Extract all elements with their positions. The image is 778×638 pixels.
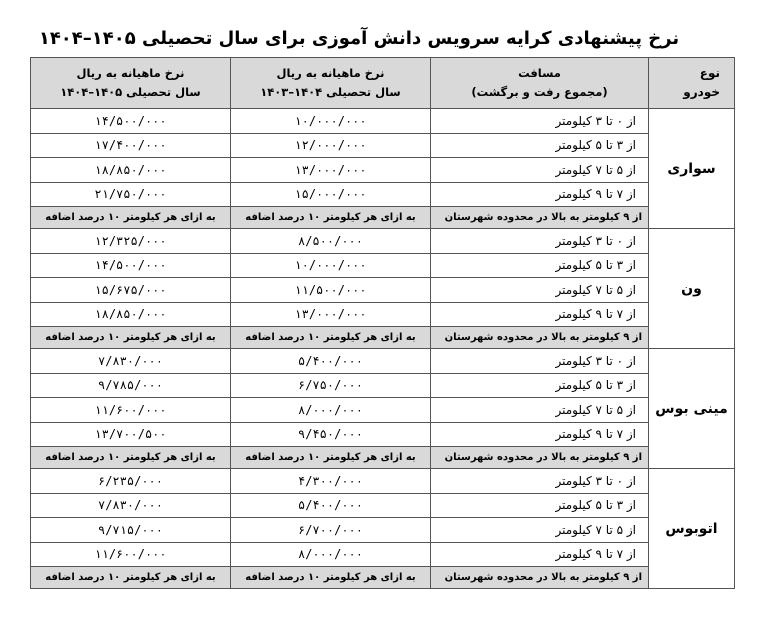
table-row [31, 542, 735, 567]
extra-rate-note: به ازای هر کیلومتر ۱۰ درصد اضافه [231, 567, 431, 589]
table-row [31, 493, 735, 518]
page-title: نرخ پیشنهادی کرایه سرویس دانش آموزی برای سال تحصیلی ۱۴۰۵–۱۴۰۴ [38, 28, 680, 49]
table-row [31, 158, 735, 183]
rate-1404-cell: ۹/۷۸۵/۰۰۰ [31, 373, 231, 398]
rate-1404-cell: ۱۷/۴۰۰/۰۰۰ [31, 133, 231, 158]
rate-1403-cell: ۸/۰۰۰/۰۰۰ [231, 398, 431, 423]
rate-1404-cell: ۱۱/۶۰۰/۰۰۰ [31, 398, 231, 423]
rate-1404-cell: ۶/۲۳۵/۰۰۰ [31, 469, 231, 494]
vehicle-type-cell: اتوبوس [649, 469, 735, 589]
table-row [31, 518, 735, 543]
extra-rate-note: به ازای هر کیلومتر ۱۰ درصد اضافه [231, 207, 431, 229]
distance-cell: از ۵ تا ۷ کیلومتر [431, 518, 649, 543]
distance-cell: از ۷ تا ۹ کیلومتر [431, 182, 649, 207]
fare-table [30, 57, 735, 589]
distance-cell: از ۰ تا ۳ کیلومتر [431, 109, 649, 134]
header-distance: مسافت (مجموع رفت و برگشت) [431, 58, 649, 109]
distance-cell: از ۰ تا ۳ کیلومتر [431, 229, 649, 254]
header-rate-1403: نرخ ماهیانه به ریال سال تحصیلی ۱۴۰۴–۱۴۰۳ [231, 58, 431, 109]
table-header-row [31, 58, 735, 109]
rate-1403-cell: ۱۰/۰۰۰/۰۰۰ [231, 109, 431, 134]
extra-rate-note: به ازای هر کیلومتر ۱۰ درصد اضافه [31, 207, 231, 229]
table-body [31, 109, 735, 589]
rate-1403-cell: ۱۲/۰۰۰/۰۰۰ [231, 133, 431, 158]
distance-cell: از ۵ تا ۷ کیلومتر [431, 398, 649, 423]
distance-cell: از ۰ تا ۳ کیلومتر [431, 349, 649, 374]
extra-rate-note: به ازای هر کیلومتر ۱۰ درصد اضافه [31, 327, 231, 349]
rate-1403-cell: ۹/۴۵۰/۰۰۰ [231, 422, 431, 447]
table-row [31, 422, 735, 447]
rate-1403-cell: ۴/۳۰۰/۰۰۰ [231, 469, 431, 494]
table-row [31, 229, 735, 254]
rate-1404-cell: ۲۱/۷۵۰/۰۰۰ [31, 182, 231, 207]
rate-1403-cell: ۸/۰۰۰/۰۰۰ [231, 542, 431, 567]
rate-1404-cell: ۱۵/۶۷۵/۰۰۰ [31, 278, 231, 303]
rate-1403-cell: ۵/۴۰۰/۰۰۰ [231, 349, 431, 374]
extra-distance-label: از ۹ کیلومتر به بالا در محدوده شهرستان [431, 447, 649, 469]
rate-1403-cell: ۶/۷۵۰/۰۰۰ [231, 373, 431, 398]
extra-distance-row [31, 447, 735, 469]
rate-1404-cell: ۱۲/۳۲۵/۰۰۰ [31, 229, 231, 254]
rate-1404-cell: ۱۱/۶۰۰/۰۰۰ [31, 542, 231, 567]
vehicle-type-cell: سواری [649, 109, 735, 229]
table-row [31, 349, 735, 374]
table-row [31, 133, 735, 158]
header-vehicle-type: نوع خودرو [649, 58, 735, 109]
rate-1403-cell: ۸/۵۰۰/۰۰۰ [231, 229, 431, 254]
distance-cell: از ۵ تا ۷ کیلومتر [431, 278, 649, 303]
distance-cell: از ۷ تا ۹ کیلومتر [431, 422, 649, 447]
table-row [31, 398, 735, 423]
extra-distance-label: از ۹ کیلومتر به بالا در محدوده شهرستان [431, 207, 649, 229]
distance-cell: از ۳ تا ۵ کیلومتر [431, 373, 649, 398]
header-rate-1404: نرخ ماهیانه به ریال سال تحصیلی ۱۴۰۵–۱۴۰۴ [31, 58, 231, 109]
extra-rate-note: به ازای هر کیلومتر ۱۰ درصد اضافه [31, 447, 231, 469]
vehicle-type-cell: مینی بوس [649, 349, 735, 469]
extra-distance-label: از ۹ کیلومتر به بالا در محدوده شهرستان [431, 327, 649, 349]
rate-1403-cell: ۵/۴۰۰/۰۰۰ [231, 493, 431, 518]
rate-1404-cell: ۱۸/۸۵۰/۰۰۰ [31, 158, 231, 183]
extra-distance-row [31, 207, 735, 229]
rate-1403-cell: ۶/۷۰۰/۰۰۰ [231, 518, 431, 543]
table-row [31, 302, 735, 327]
distance-cell: از ۰ تا ۳ کیلومتر [431, 469, 649, 494]
extra-distance-row [31, 327, 735, 349]
rate-1404-cell: ۷/۸۳۰/۰۰۰ [31, 493, 231, 518]
extra-distance-row [31, 567, 735, 589]
table-row [31, 182, 735, 207]
rate-1403-cell: ۱۵/۰۰۰/۰۰۰ [231, 182, 431, 207]
rate-1404-cell: ۱۴/۵۰۰/۰۰۰ [31, 109, 231, 134]
rate-1403-cell: ۱۳/۰۰۰/۰۰۰ [231, 158, 431, 183]
vehicle-type-cell: ون [649, 229, 735, 349]
table-row [31, 278, 735, 303]
rate-1403-cell: ۱۱/۵۰۰/۰۰۰ [231, 278, 431, 303]
extra-rate-note: به ازای هر کیلومتر ۱۰ درصد اضافه [31, 567, 231, 589]
table-row [31, 253, 735, 278]
rate-1404-cell: ۱۳/۷۰۰/۵۰۰ [31, 422, 231, 447]
rate-1404-cell: ۱۸/۸۵۰/۰۰۰ [31, 302, 231, 327]
rate-1404-cell: ۱۴/۵۰۰/۰۰۰ [31, 253, 231, 278]
distance-cell: از ۳ تا ۵ کیلومتر [431, 253, 649, 278]
table-row [31, 469, 735, 494]
distance-cell: از ۷ تا ۹ کیلومتر [431, 302, 649, 327]
rate-1403-cell: ۱۰/۰۰۰/۰۰۰ [231, 253, 431, 278]
distance-cell: از ۳ تا ۵ کیلومتر [431, 133, 649, 158]
extra-rate-note: به ازای هر کیلومتر ۱۰ درصد اضافه [231, 447, 431, 469]
extra-rate-note: به ازای هر کیلومتر ۱۰ درصد اضافه [231, 327, 431, 349]
rate-1404-cell: ۷/۸۳۰/۰۰۰ [31, 349, 231, 374]
rate-1404-cell: ۹/۷۱۵/۰۰۰ [31, 518, 231, 543]
table-row [31, 373, 735, 398]
distance-cell: از ۳ تا ۵ کیلومتر [431, 493, 649, 518]
extra-distance-label: از ۹ کیلومتر به بالا در محدوده شهرستان [431, 567, 649, 589]
rate-1403-cell: ۱۳/۰۰۰/۰۰۰ [231, 302, 431, 327]
table-row [31, 109, 735, 134]
distance-cell: از ۷ تا ۹ کیلومتر [431, 542, 649, 567]
distance-cell: از ۵ تا ۷ کیلومتر [431, 158, 649, 183]
